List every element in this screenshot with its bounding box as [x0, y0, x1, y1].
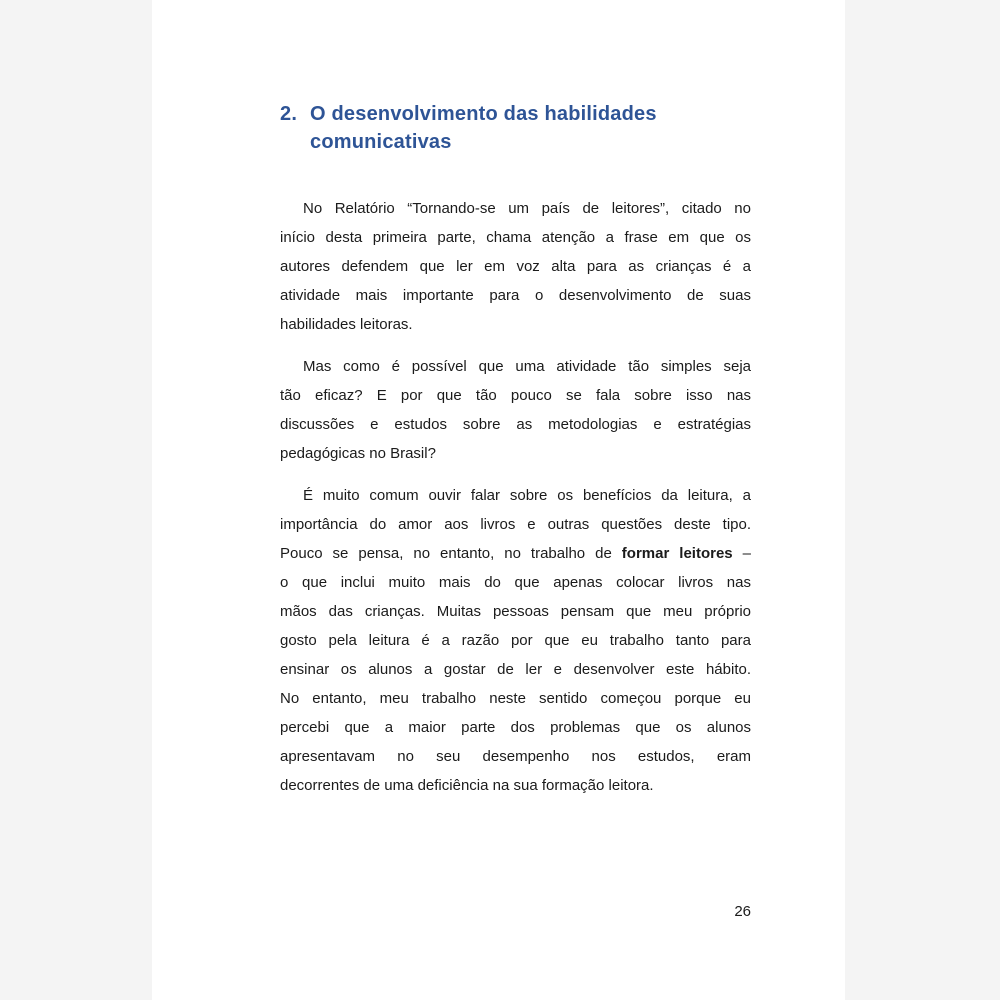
paragraphs	[280, 194, 751, 800]
text-line: pedagógicas no Brasil?	[280, 445, 436, 462]
paragraph	[280, 481, 751, 800]
chapter-heading	[280, 100, 751, 156]
text-line: tão eficaz? E por que tão pouco se fala sobre isso nas	[280, 387, 751, 404]
page-content	[280, 0, 751, 800]
text-line: apresentavam no seu desempenho nos estudos, eram	[280, 748, 751, 765]
heading-number: 2.	[280, 103, 298, 125]
heading-text: O desenvolvimento das habilidades comunicativas	[310, 103, 657, 153]
text-line: decorrentes de uma deficiência na sua formação leitora.	[280, 777, 654, 794]
text-line: discussões e estudos sobre as metodologias e estratégias	[280, 416, 751, 433]
text-line: É muito comum ouvir falar sobre os benefícios da leitura, a	[303, 487, 751, 504]
text-line: mãos das crianças. Muitas pessoas pensam que meu próprio	[280, 603, 751, 620]
text-line: Mas como é possível que uma atividade tão simples seja	[303, 358, 751, 375]
paragraph	[280, 194, 751, 339]
text-line: habilidades leitoras.	[280, 316, 413, 333]
text-line: o que inclui muito mais do que apenas colocar livros nas	[280, 574, 751, 591]
text-line: No entanto, meu trabalho neste sentido começou porque eu	[280, 690, 751, 707]
text-line: percebi que a maior parte dos problemas que os alunos	[280, 719, 751, 736]
text-line: importância do amor aos livros e outras questões deste tipo.	[280, 516, 751, 533]
text-line: autores defendem que ler em voz alta para as crianças é a	[280, 258, 751, 275]
text-line: gosto pela leitura é a razão por que eu trabalho tanto para	[280, 632, 751, 649]
text-line: início desta primeira parte, chama atenção a frase em que os	[280, 229, 751, 246]
text-line: Pouco se pensa, no entanto, no trabalho de formar leitores –	[280, 545, 751, 562]
page-number: 26	[734, 903, 751, 920]
text-line: ensinar os alunos a gostar de ler e desenvolver este hábito.	[280, 661, 751, 678]
paragraph	[280, 352, 751, 468]
book-page	[152, 0, 845, 1000]
text-line: No Relatório “Tornando-se um país de leitores”, citado no	[303, 200, 751, 217]
text-line: atividade mais importante para o desenvolvimento de suas	[280, 287, 751, 304]
